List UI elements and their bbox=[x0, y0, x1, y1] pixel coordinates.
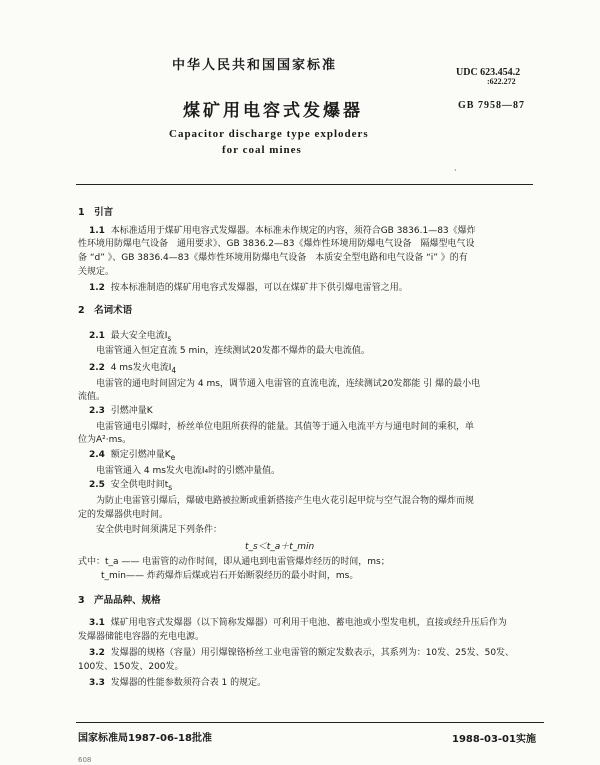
term-2-2-title bbox=[89, 362, 176, 377]
clause-number: 3.2 bbox=[89, 648, 105, 658]
term-subscript: s bbox=[167, 333, 172, 343]
clause-text: 发爆器的性能参数须符合表 1 的规定。 bbox=[110, 678, 267, 688]
country-standard-heading: 中华人民共和国国家标准 bbox=[172, 58, 338, 73]
clause-3-1-line2: 发爆器储能电容器的充电电源。 bbox=[78, 632, 205, 642]
section-1-heading: 1 引言 bbox=[78, 207, 114, 218]
scan-dot-mark: · bbox=[454, 166, 457, 175]
formula-where-line1 bbox=[78, 556, 390, 568]
clause-1-1-line2: 性环境用防爆电气设备 通用要求》、GB 3836.2—83《爆炸性环境用防爆电气设备 隔爆型电气设 bbox=[78, 239, 475, 249]
term-title: 额定引燃冲量K bbox=[110, 450, 171, 460]
approval-date: 国家标准局1987-06-18批准 bbox=[78, 733, 212, 744]
clause-text: 发爆器的规格（容量）用引爆镍铬桥丝工业电雷管的额定发数表示，其系列为：10发、25发、50发、 bbox=[110, 648, 515, 658]
where-prefix: 式中： bbox=[78, 557, 106, 567]
clause-1-1-line3: 备 “d” 》、GB 3836.4—83《爆炸性环境用防爆电气设备 本质安全型电路和电气设备 “i” 》的有 bbox=[78, 253, 468, 263]
effective-date: 1988-03-01实施 bbox=[452, 734, 536, 745]
udc-code-line2: :622.272 bbox=[487, 77, 516, 86]
formula-where-line2: t_min—— 炸药爆炸后煤或岩石开始断裂经历的最小时间，ms。 bbox=[101, 571, 359, 581]
term-2-5-title bbox=[89, 479, 172, 494]
term-subscript: 4 bbox=[171, 365, 177, 375]
term-subscript: e bbox=[170, 452, 176, 462]
term-2-1-title bbox=[89, 330, 171, 345]
clause-number: 3.1 bbox=[89, 618, 105, 628]
term-2-1-definition: 电雷管通入恒定直流 5 min，连续测试20发都不爆炸的最大电流值。 bbox=[96, 346, 370, 356]
term-title: 引燃冲量K bbox=[110, 406, 153, 416]
term-2-5-definition-line2: 定的发爆器供电时间。 bbox=[78, 510, 169, 520]
term-2-4-title bbox=[89, 449, 175, 464]
clause-text: 按本标准制造的煤矿用电容式发爆器，可以在煤矿井下供引爆电雷管之用。 bbox=[110, 283, 408, 293]
term-2-4-definition: 电雷管通入 4 ms发火电流I₄时的引燃冲量值。 bbox=[96, 466, 281, 476]
clause-1-2-line1 bbox=[89, 282, 408, 294]
clause-number: 3.3 bbox=[89, 678, 105, 688]
clause-1-1-line1 bbox=[89, 225, 476, 237]
term-2-3-definition-line2: 位为A²·ms。 bbox=[78, 435, 132, 445]
section-3-heading: 3 产品品种、规格 bbox=[78, 595, 161, 606]
clause-number: 1.2 bbox=[89, 283, 105, 293]
term-title: 安全供电时间t bbox=[110, 480, 169, 490]
top-divider bbox=[76, 184, 533, 185]
term-number: 2.5 bbox=[89, 480, 105, 490]
clause-3-1-line1 bbox=[89, 617, 507, 629]
term-2-5-definition-line1: 为防止电雷管引爆后，爆破电路被拉断或重新搭接产生电火花引起甲烷与空气混合物的爆炸而规 bbox=[96, 496, 475, 506]
english-title-line2: for coal mines bbox=[222, 144, 302, 156]
clause-text: 煤矿用电容式发爆器（以下简称发爆器）可利用干电池、蓄电池或小型发电机，直接或经升压后作为 bbox=[110, 618, 507, 628]
term-2-3-title bbox=[89, 405, 153, 417]
term-number: 2.3 bbox=[89, 406, 105, 416]
term-title: 最大安全电流I bbox=[110, 331, 168, 341]
clause-text: 本标准适用于煤矿用电容式发爆器。本标准未作规定的内容，须符合GB 3836.1—83《爆炸 bbox=[110, 226, 476, 236]
term-subscript: s bbox=[168, 482, 173, 492]
term-title: 4 ms发火电流I bbox=[110, 363, 172, 373]
section-2-heading: 2 名词术语 bbox=[78, 305, 133, 316]
clause-number: 1.1 bbox=[89, 226, 105, 236]
document-title: 煤矿用电容式发爆器 bbox=[183, 101, 363, 121]
english-title-line1: Capacitor discharge type exploders bbox=[169, 128, 369, 140]
bottom-divider bbox=[76, 722, 544, 723]
term-number: 2.4 bbox=[89, 450, 105, 460]
term-2-5-definition-line3: 安全供电时间须满足下列条件： bbox=[96, 525, 223, 535]
clause-3-3-line1 bbox=[89, 677, 266, 689]
term-number: 2.1 bbox=[89, 331, 105, 341]
term-2-2-definition-line1: 电雷管的通电时间固定为 4 ms，调节通入电雷管的直流电流，连续测试20发都能 引 爆的最小电 bbox=[96, 379, 481, 389]
term-2-3-definition-line1: 电雷管通电引爆时，桥丝单位电阻所获得的能量。其值等于通入电流平方与通电时间的乘积，单 bbox=[96, 422, 475, 432]
term-number: 2.2 bbox=[89, 363, 105, 373]
term-2-2-definition-line2: 流值。 bbox=[78, 392, 106, 402]
safety-time-formula: t_s＜t_a＋t_min bbox=[245, 542, 315, 552]
clause-3-2-line1 bbox=[89, 647, 514, 659]
where-definition: t_a —— 电雷管的动作时间，即从通电到电雷管爆炸经历的时间，ms； bbox=[105, 557, 390, 567]
gb-standard-number: GB 7958—87 bbox=[458, 100, 525, 111]
clause-3-2-line2: 100发、150发、200发。 bbox=[78, 662, 184, 672]
clause-1-1-line4: 关规定。 bbox=[78, 267, 115, 277]
udc-code-line1: UDC 623.454.2 bbox=[456, 67, 521, 78]
page-number: 608 bbox=[78, 756, 92, 764]
